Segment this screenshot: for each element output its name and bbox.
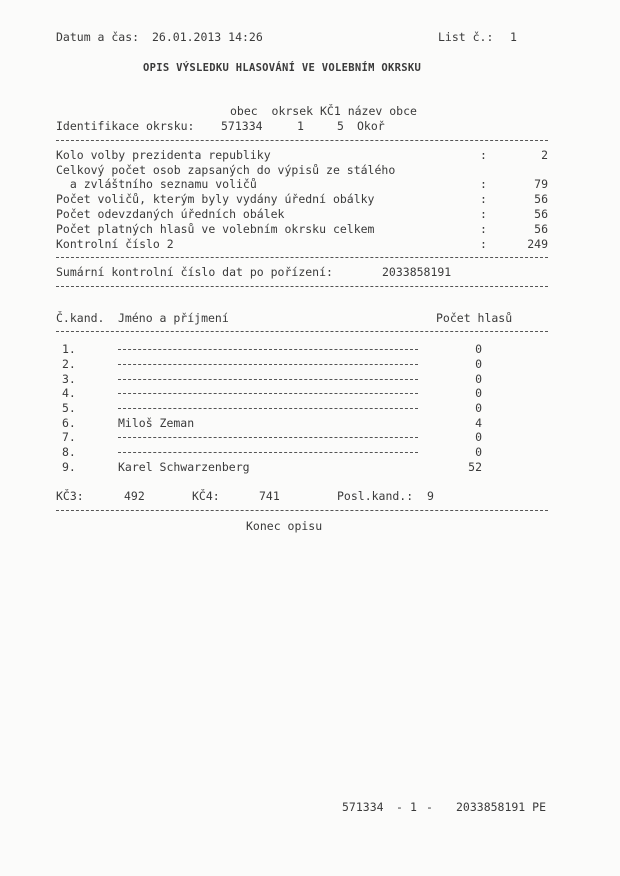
kc3-value: 492 [124,489,145,503]
candidate-votes: 52 [468,460,482,474]
empty-name-dashes [118,364,418,365]
identification-municipality-name: Okoř [357,119,385,133]
candidate-number: 2. [62,357,76,371]
empty-name-dashes [118,408,418,409]
datetime-label: Datum a čas: [56,30,140,44]
candidate-name: Karel Schwarzenberg [118,460,250,474]
summary-row-label: Počet platných hlasů ve volebním okrsku celkem [56,222,375,236]
column-header-votes: Počet hlasů [436,311,513,325]
empty-name-dashes [118,393,418,394]
summary-row-colon: : [480,177,487,191]
summary-row-label: Počet odevzdaných úředních obálek [56,207,285,221]
footer-separator: - [426,800,433,814]
footer-checksum-code: 2033858191 PE [456,800,547,814]
candidate-number: 9. [62,460,76,474]
summary-row-label: a zvláštního seznamu voličů [56,177,257,191]
separator-line [56,510,548,511]
summary-row-label: Počet voličů, kterým byly vydány úřední obálky [56,192,375,206]
datetime-value: 26.01.2013 14:26 [152,30,263,44]
summary-row-colon: : [480,207,487,221]
footer-obec-code: 571334 [342,800,384,814]
separator-line [56,257,548,258]
column-header-candidate-number: Č.kand. [56,311,105,325]
summary-row-label: Kontrolní číslo 2 [56,237,174,251]
candidate-number: 1. [62,342,76,356]
summary-row-value: 56 [534,207,548,221]
summary-row-label: Celkový počet osob zapsaných do výpisů ze stálého [56,163,396,177]
candidate-votes: 4 [475,416,482,430]
candidate-votes: 0 [475,386,482,400]
identification-column-headers: obec okrsek KČ1 název obce [230,104,417,118]
document-title: OPIS VÝSLEDKU HLASOVÁNÍ VE VOLEBNÍM OKRSKU [143,62,422,74]
kc3-label: KČ3: [56,489,84,503]
summary-row-colon: : [480,222,487,236]
separator-line [56,331,548,332]
candidate-number: 4. [62,386,76,400]
checksum-value: 2033858191 [382,265,452,279]
footer-separator: - [396,800,403,814]
summary-row-colon: : [480,192,487,206]
candidate-name: Miloš Zeman [118,416,195,430]
candidate-number: 5. [62,401,76,415]
summary-row-value: 79 [534,177,548,191]
footer-okrsek: 1 [410,800,417,814]
summary-row-label: Kolo volby prezidenta republiky [56,148,271,162]
candidate-votes: 0 [475,357,482,371]
candidate-votes: 0 [475,430,482,444]
summary-row-value: 249 [527,237,548,251]
empty-name-dashes [118,437,418,438]
separator-line [56,286,548,287]
candidate-number: 6. [62,416,76,430]
identification-obec: 571334 [221,119,263,133]
summary-row-colon: : [480,237,487,251]
kc4-label: KČ4: [192,489,220,503]
identification-okrsek: 1 [297,119,304,133]
candidate-votes: 0 [475,401,482,415]
summary-row-value: 56 [534,192,548,206]
sheet-label: List č.: [438,30,494,44]
identification-kc1: 5 [337,119,344,133]
column-header-name: Jméno a příjmení [118,311,229,325]
summary-row-colon: : [480,148,487,162]
candidate-number: 3. [62,372,76,386]
candidate-votes: 0 [475,372,482,386]
end-of-document-text: Konec opisu [246,519,323,533]
separator-line [56,140,548,141]
summary-row-value: 56 [534,222,548,236]
candidate-number: 8. [62,445,76,459]
candidate-votes: 0 [475,342,482,356]
empty-name-dashes [118,349,418,350]
candidate-votes: 0 [475,445,482,459]
summary-row-value: 2 [541,148,548,162]
empty-name-dashes [118,379,418,380]
candidate-number: 7. [62,430,76,444]
checksum-label: Sumární kontrolní číslo dat po pořízení: [56,265,333,279]
sheet-number: 1 [510,30,517,44]
kc4-value: 741 [259,489,280,503]
last-candidate-value: 9 [427,489,434,503]
identification-label: Identifikace okrsku: [56,119,195,133]
last-candidate-label: Posl.kand.: [337,489,414,503]
empty-name-dashes [118,452,418,453]
